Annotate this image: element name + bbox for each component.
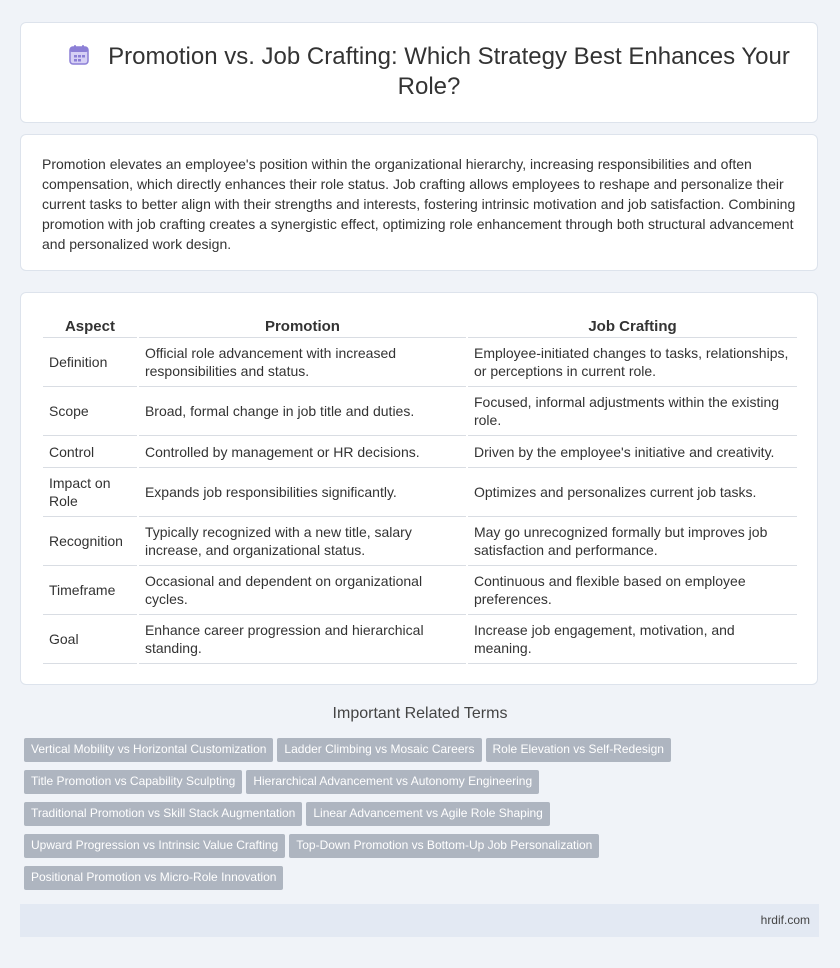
- row-aspect: Timeframe: [43, 566, 137, 615]
- related-term-tag[interactable]: Vertical Mobility vs Horizontal Customization: [24, 738, 273, 762]
- related-term-tag[interactable]: Linear Advancement vs Agile Role Shaping: [306, 802, 549, 826]
- related-term-tag[interactable]: Role Elevation vs Self-Redesign: [486, 738, 671, 762]
- related-term-tag[interactable]: Traditional Promotion vs Skill Stack Augmentation: [24, 802, 302, 826]
- comparison-card: [20, 292, 818, 685]
- related-term-tag[interactable]: Ladder Climbing vs Mosaic Careers: [277, 738, 481, 762]
- intro-card: [20, 134, 818, 271]
- intro-paragraph: Promotion elevates an employee's position within the organizational hierarchy, increasing responsibilities and often compensation, which directly enhances their role status. Job crafting allows employees to reshape and personalize their current tasks to better align with their strengths and interests, fostering intrinsic motivation and job satisfaction. Combining promotion with job crafting creates a synergistic effect, optimizing role enhancement through both structural advancement and personalized work design.: [42, 156, 796, 252]
- row-promotion: Broad, formal change in job title and duties.: [139, 387, 466, 436]
- row-aspect: Recognition: [43, 517, 137, 566]
- page-title: [61, 42, 797, 102]
- row-aspect: Scope: [43, 387, 137, 436]
- table-header-row: [43, 315, 797, 338]
- row-job-crafting: Optimizes and personalizes current job tasks.: [468, 468, 797, 517]
- row-aspect: Control: [43, 436, 137, 468]
- header-card: [20, 22, 818, 123]
- header-promotion: Promotion: [139, 315, 466, 338]
- row-aspect: Definition: [43, 338, 137, 387]
- header-job-crafting: Job Crafting: [468, 315, 797, 338]
- row-job-crafting: May go unrecognized formally but improves job satisfaction and performance.: [468, 517, 797, 566]
- row-aspect: Goal: [43, 615, 137, 664]
- comparison-table: [41, 315, 799, 664]
- footer-site-link[interactable]: hrdif.com: [760, 913, 810, 927]
- table-row: [43, 566, 797, 615]
- row-job-crafting: Continuous and flexible based on employee preferences.: [468, 566, 797, 615]
- table-row: [43, 468, 797, 517]
- related-terms-list: [24, 738, 724, 898]
- related-terms-heading: Important Related Terms: [332, 705, 508, 722]
- row-job-crafting: Focused, informal adjustments within the existing role.: [468, 387, 797, 436]
- row-job-crafting: Increase job engagement, motivation, and meaning.: [468, 615, 797, 664]
- footer: [20, 904, 819, 937]
- related-term-tag[interactable]: Hierarchical Advancement vs Autonomy Engineering: [246, 770, 539, 794]
- row-promotion: Typically recognized with a new title, salary increase, and organizational status.: [139, 517, 466, 566]
- row-promotion: Occasional and dependent on organizational cycles.: [139, 566, 466, 615]
- table-row: [43, 387, 797, 436]
- row-promotion: Controlled by management or HR decisions.: [139, 436, 466, 468]
- table-row: [43, 436, 797, 468]
- row-job-crafting: Driven by the employee's initiative and creativity.: [468, 436, 797, 468]
- page-title-text: Promotion vs. Job Crafting: Which Strategy Best Enhances Your Role?: [108, 43, 790, 100]
- related-term-tag[interactable]: Title Promotion vs Capability Sculpting: [24, 770, 242, 794]
- table-row: [43, 615, 797, 664]
- calendar-icon: [68, 44, 90, 66]
- row-job-crafting: Employee-initiated changes to tasks, relationships, or perceptions in current role.: [468, 338, 797, 387]
- related-term-tag[interactable]: Top-Down Promotion vs Bottom-Up Job Personalization: [289, 834, 599, 858]
- row-aspect: Impact on Role: [43, 468, 137, 517]
- header-aspect: Aspect: [43, 315, 137, 338]
- related-term-tag[interactable]: Positional Promotion vs Micro-Role Innovation: [24, 866, 283, 890]
- row-promotion: Enhance career progression and hierarchical standing.: [139, 615, 466, 664]
- row-promotion: Expands job responsibilities significantly.: [139, 468, 466, 517]
- related-term-tag[interactable]: Upward Progression vs Intrinsic Value Crafting: [24, 834, 285, 858]
- table-row: [43, 517, 797, 566]
- row-promotion: Official role advancement with increased responsibilities and status.: [139, 338, 466, 387]
- table-row: [43, 338, 797, 387]
